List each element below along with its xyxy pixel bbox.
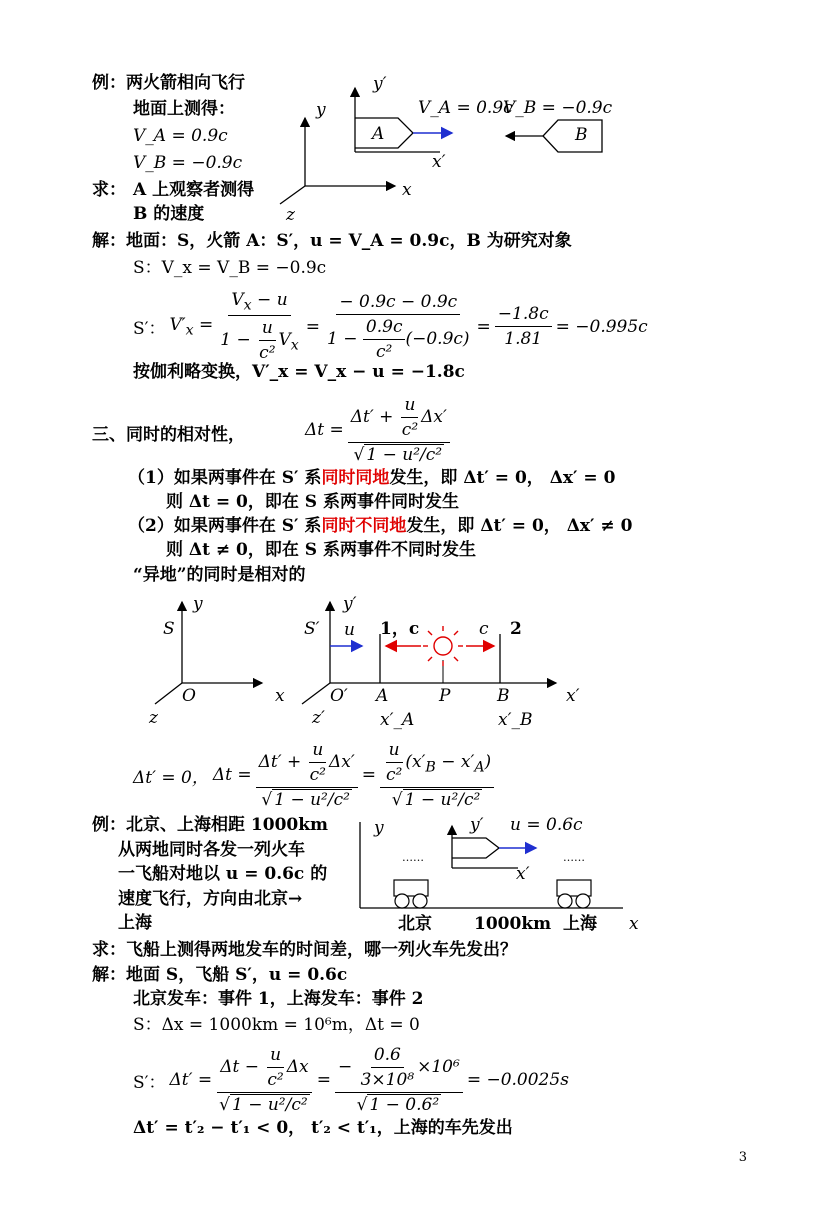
case2-c: 则 Δt ≠ 0，即在 S 系两事件不同时发生 bbox=[166, 540, 476, 560]
sec3-note: “异地”的同时是相对的 bbox=[133, 565, 306, 585]
ex2-result: Δt′ = t′₂ − t′₁ < 0， t′₂ < t′₁，上海的车先发出 bbox=[133, 1118, 513, 1138]
ex2-beijing: 北京 bbox=[398, 914, 432, 934]
ex2-l2: 从两地同时各发一列火车 bbox=[118, 840, 305, 860]
sec3-title: 三、同时的相对性， bbox=[92, 425, 245, 445]
case1-a: （1）如果两事件在 S′ 系 bbox=[128, 468, 322, 488]
ex1-ask-label: 求： bbox=[92, 180, 126, 200]
ex1-s-line: S：V_x = V_B = −0.9c bbox=[133, 258, 327, 278]
ex2-l1: 例：北京、上海相距 1000km bbox=[92, 815, 328, 835]
fig2-A: A bbox=[376, 686, 389, 706]
ex2-sol1: 解：地面 S，飞船 S′，u = 0.6c bbox=[92, 965, 348, 985]
ex1-sp-equation: S′： $V'_x$ = $V_x - u$ 1 − $\frac{u}{\text{c²}}$ $V_x$ = − 0.9c − 0.9c 1 − $\frac{0.9c}{\text{c²}}$ (−0.9c) = $\frac{-1.8c}{1.81}$ = −0.995c bbox=[133, 290, 648, 364]
ex2-axis-x: x bbox=[629, 914, 639, 934]
ex1-axis-y: y bbox=[316, 100, 326, 120]
ex2-sp-label: S′： bbox=[133, 1072, 166, 1093]
ex2-sol3: S：Δx = 1000km = 10⁶m，Δt = 0 bbox=[133, 1015, 420, 1035]
fig2-xa: x′_A bbox=[380, 710, 415, 730]
ex1-axis-xp: x′ bbox=[432, 152, 446, 172]
fig2-B: B bbox=[497, 686, 510, 706]
fig2-two: 2 bbox=[510, 619, 522, 639]
fig2-x: x bbox=[275, 686, 285, 706]
fig2-O: O bbox=[182, 686, 196, 706]
case1-highlight: 同时同地 bbox=[321, 468, 390, 488]
ex2-diag-u: u = 0.6c bbox=[510, 815, 583, 835]
fig2-xb: x′_B bbox=[498, 710, 533, 730]
rocket-a-label: A bbox=[372, 124, 385, 144]
ex1-vb: V_B = −0.9c bbox=[133, 153, 243, 173]
page-number: 3 bbox=[738, 1150, 747, 1165]
case2-highlight: 同时不同地 bbox=[321, 516, 407, 536]
ex1-axis-x: x bbox=[402, 180, 412, 200]
ex2-dots-shanghai: …… bbox=[563, 851, 585, 864]
ex1-sol1: 解：地面：S，火箭 A：S′，u = V_A = 0.9c，B 为研究对象 bbox=[92, 231, 572, 251]
train-icon-beijing bbox=[394, 880, 428, 908]
sec3-formula2: Δt′ = 0， Δt = Δt′ + $\frac{u}{\text{c²}}$ Δx′ √ 1 − u²/c² = $\frac{u}{\text{c²}}$ $(x'_B - x'_A)$ √ 1 − u²/c² bbox=[133, 740, 494, 810]
fig2-zp: z′ bbox=[312, 708, 325, 728]
case1-b: 发生，即 Δt′ = 0， Δx′ = 0 bbox=[389, 468, 616, 488]
ex1-title: 例：两火箭相向飞行 bbox=[92, 73, 245, 93]
ex1-axis-z: z bbox=[286, 205, 295, 225]
fig2-u: u bbox=[344, 620, 355, 640]
ex1-ask1: A 上观察者测得 bbox=[133, 180, 255, 200]
ex1-axis-yp: y′ bbox=[373, 74, 387, 94]
train-icon-shanghai bbox=[557, 880, 591, 908]
case2-b: 发生，即 Δt′ = 0， Δx′ ≠ 0 bbox=[406, 516, 633, 536]
fig2-S: S bbox=[163, 619, 175, 639]
fig2-Sp: S′ bbox=[304, 619, 320, 639]
fig2-Op: O′ bbox=[330, 686, 348, 706]
case1-c: 则 Δt = 0，即在 S 系两事件同时发生 bbox=[166, 492, 459, 512]
ex2-sol2: 北京发车：事件 1，上海发车：事件 2 bbox=[133, 989, 424, 1009]
fig2-y: y bbox=[193, 594, 203, 614]
fig2-P: P bbox=[439, 686, 451, 706]
ex2-l3: 一飞船对地以 u = 0.6c 的 bbox=[118, 864, 328, 884]
fig2-one-c: 1，c bbox=[380, 619, 420, 639]
ex1-va: V_A = 0.9c bbox=[133, 126, 228, 146]
fig2-z: z bbox=[149, 708, 158, 728]
fig2-c: c bbox=[479, 619, 489, 639]
ex2-axis-yp: y′ bbox=[470, 815, 484, 835]
rocket-b-label: B bbox=[575, 125, 588, 145]
diagram-vb: V_B = −0.9c bbox=[503, 98, 613, 118]
fig2-xp: x′ bbox=[566, 686, 580, 706]
ex2-shanghai: 上海 bbox=[563, 914, 597, 934]
ex2-axis-y: y bbox=[374, 818, 384, 838]
ex1-sp-label: S′： bbox=[133, 319, 166, 340]
case2-a: （2）如果两事件在 S′ 系 bbox=[128, 516, 322, 536]
ex1-galileo: 按伽利略变换，V′_x = V_x − u = −1.8c bbox=[133, 362, 465, 382]
fig2-yp: y′ bbox=[343, 594, 357, 614]
ex2-dist: 1000km bbox=[474, 914, 552, 934]
ex2-dots-beijing: …… bbox=[402, 851, 424, 864]
ex2-l4: 速度飞行，方向由北京→ bbox=[118, 889, 303, 909]
ex2-ask: 求：飞船上测得两地发车的时间差，哪一列火车先发出？ bbox=[92, 940, 517, 960]
ex2-axis-xp: x′ bbox=[516, 864, 530, 884]
ex2-sp-equation: S′： Δt′ = Δt − $\frac{u}{\text{c²}}$ Δx √ 1 − u²/c² = − $\frac{0.6}{\text{3×10⁸}}$ ×10⁶ √ 1 − 0.6² = −0.0025s bbox=[133, 1045, 569, 1115]
ex2-l5: 上海 bbox=[118, 913, 152, 933]
sec3-formula: Δt = Δt′ + $\frac{u}{\text{c²}}$ Δx′ √ 1 − u²/c² bbox=[305, 395, 450, 465]
ex1-ground: 地面上测得： bbox=[133, 99, 235, 119]
diagram-va: V_A = 0.9c bbox=[418, 98, 513, 118]
ex1-ask2: B 的速度 bbox=[133, 204, 205, 224]
